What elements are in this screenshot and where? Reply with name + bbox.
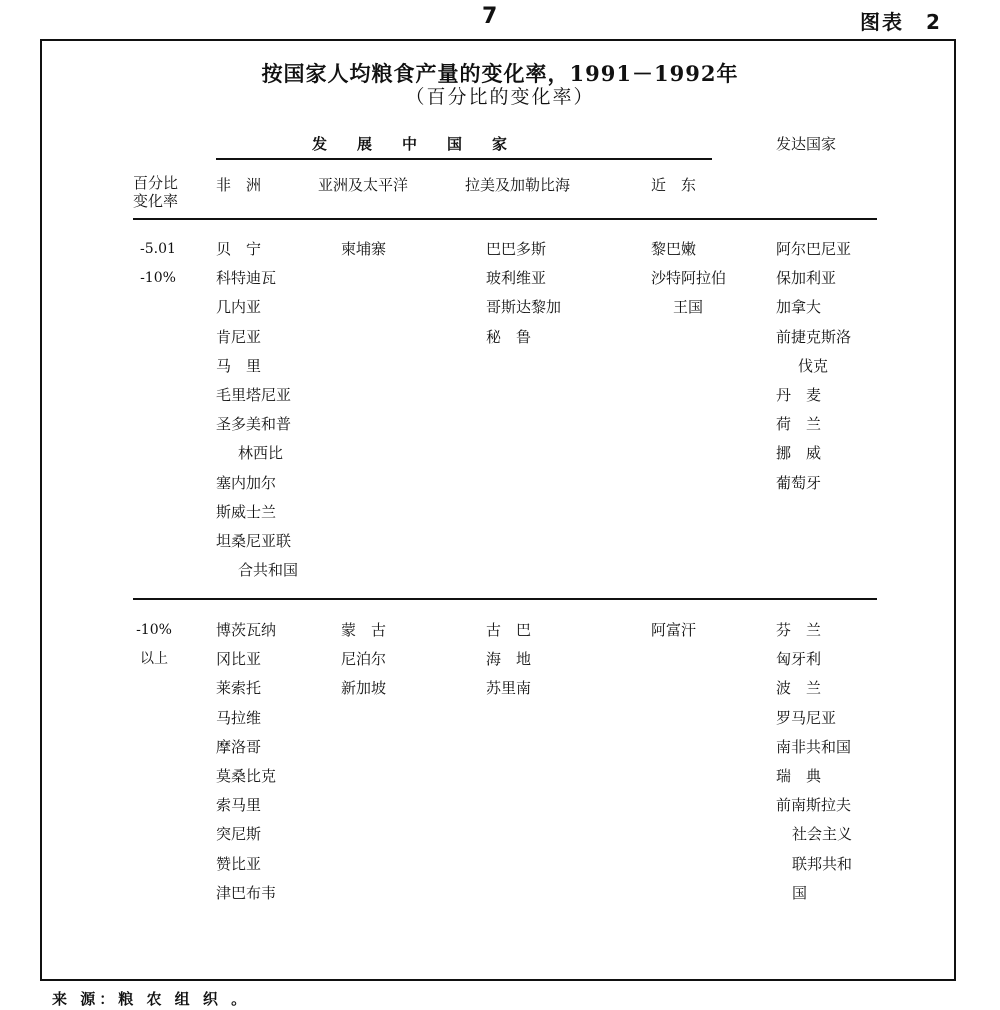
latin-america-header: 拉美及加勒比海 xyxy=(465,176,571,194)
list-item: 葡萄牙 xyxy=(776,473,822,492)
source-note: 来 源：粮 农 组 织 。 xyxy=(52,990,251,1008)
group1-label xyxy=(128,235,188,293)
list-item: 荷 兰 xyxy=(776,415,822,434)
developed-header: 发达国家 xyxy=(776,135,837,153)
list-item: 摩洛哥 xyxy=(216,737,262,756)
list-item: 合共和国 xyxy=(238,561,299,580)
list-item: 冈比亚 xyxy=(216,650,262,669)
list-item: 匈牙利 xyxy=(776,650,822,669)
group1-neareast-list xyxy=(651,235,726,323)
group1-africa-list xyxy=(216,235,298,585)
list-item: 马拉维 xyxy=(216,708,262,727)
list-item: 莱索托 xyxy=(216,679,262,698)
list-item: 挪 威 xyxy=(776,444,822,463)
list-item: 芬 兰 xyxy=(776,621,822,639)
developing-underline xyxy=(216,158,712,160)
table-subtitle: （百分比的变化率） xyxy=(405,86,595,108)
list-item: 巴巴多斯 xyxy=(486,240,547,258)
list-item: 海 地 xyxy=(486,650,532,669)
list-item: 圣多美和普 xyxy=(216,415,292,434)
asia-pacific-header: 亚洲及太平洋 xyxy=(318,176,409,194)
list-item: 社会主义 xyxy=(792,825,853,844)
list-item: 索马里 xyxy=(216,796,262,815)
list-item: 几内亚 xyxy=(216,298,262,317)
list-item: 突尼斯 xyxy=(216,825,262,844)
list-item: 尼泊尔 xyxy=(341,650,387,669)
group2-latin-list xyxy=(486,616,531,704)
group1-asia-list xyxy=(341,235,386,264)
list-item: 保加利亚 xyxy=(776,269,837,288)
figure-label: 图表 2 xyxy=(860,10,942,34)
group2-developed-list xyxy=(776,616,852,908)
group2-label-line2: 以上 xyxy=(140,651,168,668)
group1-latin-list xyxy=(486,235,561,352)
list-item: 哥斯达黎加 xyxy=(486,298,562,317)
list-item: 秘 鲁 xyxy=(486,327,532,346)
list-item: 蒙 古 xyxy=(341,621,387,639)
group2-africa-list xyxy=(216,616,276,908)
list-item: 马 里 xyxy=(216,356,262,375)
list-item: 前南斯拉夫 xyxy=(776,796,852,815)
list-item: 伐克 xyxy=(798,356,829,375)
list-item: 毛里塔尼亚 xyxy=(216,385,292,404)
group2-neareast-list xyxy=(651,616,696,645)
group1-developed-list xyxy=(776,235,851,498)
list-item: 波 兰 xyxy=(776,679,822,698)
list-item: 南非共和国 xyxy=(776,737,852,756)
list-item: 塞内加尔 xyxy=(216,473,277,492)
list-item: 津巴布韦 xyxy=(216,883,277,902)
list-item: 莫桑比克 xyxy=(216,766,277,785)
list-item: 科特迪瓦 xyxy=(216,269,277,288)
list-item: 王国 xyxy=(673,298,704,317)
list-item: 博茨瓦纳 xyxy=(216,621,277,639)
list-item: 联邦共和 xyxy=(792,854,853,873)
list-item: 阿尔巴尼亚 xyxy=(776,240,852,258)
list-item: 罗马尼亚 xyxy=(776,708,837,727)
list-item: 古 巴 xyxy=(486,621,532,639)
group1-label-line1: -5.01 xyxy=(140,241,176,257)
page-number: 7 xyxy=(482,4,498,29)
list-item: 阿富汗 xyxy=(651,621,697,639)
list-item: 加拿大 xyxy=(776,298,822,317)
group2-asia-list xyxy=(341,616,386,704)
list-item: 赞比亚 xyxy=(216,854,262,873)
list-item: 丹 麦 xyxy=(776,385,822,404)
list-item: 苏里南 xyxy=(486,679,532,698)
africa-header: 非 洲 xyxy=(216,176,262,194)
list-item: 斯威士兰 xyxy=(216,502,277,521)
list-item: 玻利维亚 xyxy=(486,269,547,288)
list-item: 前捷克斯洛 xyxy=(776,327,852,346)
list-item: 坦桑尼亚联 xyxy=(216,531,292,550)
developing-header: 发 展 中 国 家 xyxy=(312,135,508,153)
near-east-header: 近 东 xyxy=(651,176,697,194)
rate-header-line1: 百分比 xyxy=(133,174,179,192)
list-item: 柬埔寨 xyxy=(341,240,387,258)
group2-label xyxy=(124,616,184,674)
list-item: 瑞 典 xyxy=(776,766,822,785)
table-title: 按国家人均粮食产量的变化率，1991－1992年 xyxy=(261,61,739,86)
rate-header xyxy=(133,174,178,210)
header-rule xyxy=(133,218,877,220)
list-item: 国 xyxy=(792,883,808,902)
group1-label-line2: -10% xyxy=(140,270,176,287)
group2-label-line1: -10% xyxy=(136,622,172,638)
rate-header-line2: 变化率 xyxy=(133,192,179,210)
list-item: 林西比 xyxy=(238,444,284,463)
list-item: 沙特阿拉伯 xyxy=(651,269,727,288)
list-item: 黎巴嫩 xyxy=(651,240,697,258)
group-divider xyxy=(133,598,877,600)
list-item: 新加坡 xyxy=(341,679,387,698)
list-item: 贝 宁 xyxy=(216,240,262,258)
list-item: 肯尼亚 xyxy=(216,327,262,346)
